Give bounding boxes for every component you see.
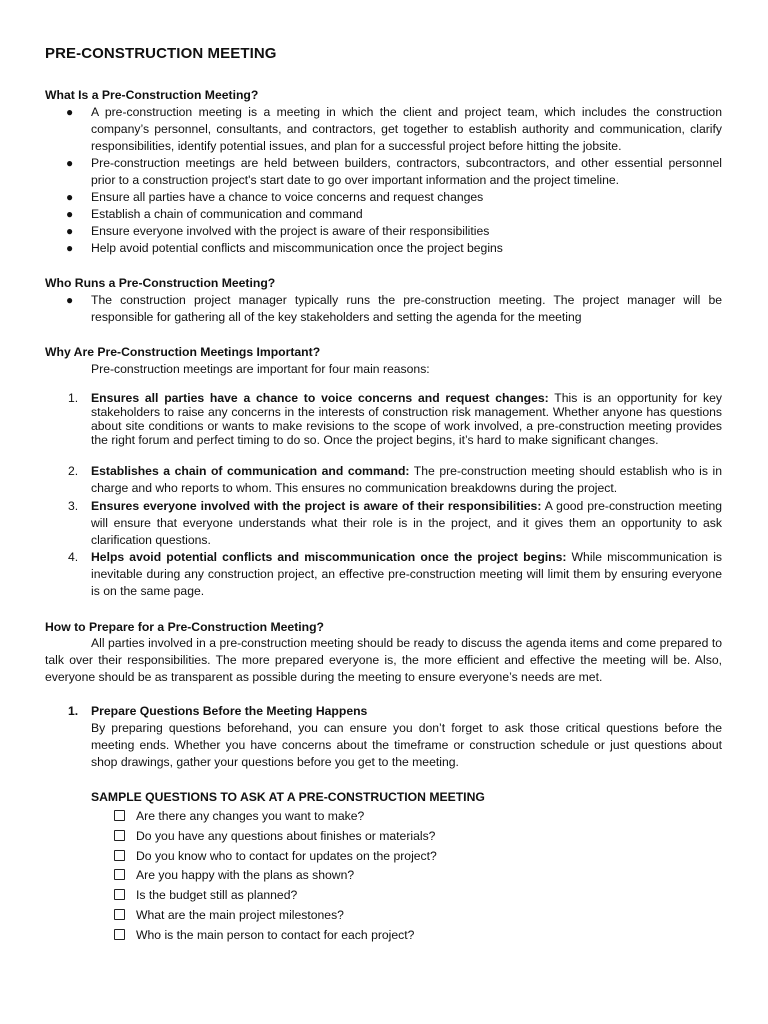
reason-title: Ensures all parties have a chance to voice concerns and request changes:	[91, 391, 549, 405]
bullet-icon: ●	[66, 207, 74, 221]
reason-item	[68, 463, 722, 497]
checkbox-icon[interactable]	[114, 929, 125, 940]
bullet-item	[66, 240, 722, 257]
page-title: PRE-CONSTRUCTION MEETING	[45, 45, 277, 62]
checklist-label: Do you have any questions about finishes or materials?	[136, 829, 436, 843]
bullet-text: The construction project manager typically runs the pre-construction meeting. The project manager will be responsible for gathering all of the key stakeholders and setting the agenda for the meeting	[91, 293, 722, 324]
step-text: By preparing questions beforehand, you can ensure you don’t forget to ask those critical questions before the meeting ends. Whether you have concerns about the timeframe or construction schedule or just questions about shop drawings, gather your questions before you get to the meeting.	[91, 721, 722, 769]
bullet-item	[66, 155, 722, 189]
reason-item	[68, 549, 722, 600]
bullet-icon: ●	[66, 241, 74, 255]
reason-title: Ensures everyone involved with the project is aware of their responsibilities:	[91, 499, 542, 513]
step-title: Prepare Questions Before the Meeting Happens	[91, 704, 368, 718]
checkbox-icon[interactable]	[114, 889, 125, 900]
bullet-text: Ensure everyone involved with the project is aware of their responsibilities	[91, 224, 490, 238]
checklist-label: Are you happy with the plans as shown?	[136, 868, 355, 882]
bullet-text: A pre-construction meeting is a meeting in which the client and project team, which includes the construction company’s personnel, consultants, and contractors, get together to establish authority and communication, clarify responsibilities, identify potential issues, and plan for a successful project before hitting the jobsite.	[91, 105, 722, 153]
step-item	[68, 703, 722, 720]
bullet-icon: ●	[66, 105, 74, 119]
bullet-item	[66, 104, 722, 155]
checklist-label: Do you know who to contact for updates on the project?	[136, 849, 437, 863]
checkbox-icon[interactable]	[114, 850, 125, 861]
checkbox-icon[interactable]	[114, 830, 125, 841]
item-number: 2.	[68, 464, 79, 478]
reason-text: This is an opportunity for key stakeholders to raise any concerns in the interests of construction risk management. Whether anyone has questions about site conditions or wants to make revisions to the scope of work involved, a pre-construction meeting provides the right forum and perfect timing to do so. Once the project begins, it’s hard to make significant changes.	[91, 391, 722, 447]
checklist-label: Who is the main person to contact for each project?	[136, 928, 415, 942]
bullet-item	[66, 189, 722, 206]
checkbox-icon[interactable]	[114, 810, 125, 821]
bullet-item	[66, 206, 722, 223]
item-number: 1.	[68, 391, 79, 405]
bullet-item	[66, 292, 722, 326]
bullet-text: Help avoid potential conflicts and miscommunication once the project begins	[91, 241, 503, 255]
section-intro: Pre-construction meetings are important for four main reasons:	[91, 362, 430, 376]
checklist-label: What are the main project milestones?	[136, 908, 344, 922]
section-heading-why: Why Are Pre-Construction Meetings Important?	[45, 345, 321, 359]
section-heading-who: Who Runs a Pre-Construction Meeting?	[45, 276, 276, 290]
bullet-text: Pre-construction meetings are held between builders, contractors, subcontractors, and other essential personnel prior to a construction project's start date to go over important information and the project timeline.	[91, 156, 722, 187]
bullet-icon: ●	[66, 224, 74, 238]
checkbox-icon[interactable]	[114, 909, 125, 920]
bullet-icon: ●	[66, 156, 74, 170]
bullet-text: Ensure all parties have a chance to voice concerns and request changes	[91, 190, 484, 204]
checkbox-icon[interactable]	[114, 869, 125, 880]
bullet-icon: ●	[66, 293, 74, 307]
bullet-text: Establish a chain of communication and command	[91, 207, 363, 221]
checklist-label: Is the budget still as planned?	[136, 888, 298, 902]
reason-text: The pre-construction meeting should establish who is in charge and who reports to whom. This ensures no communication breakdowns during the project.	[91, 464, 722, 495]
reason-item	[68, 498, 723, 549]
reason-text: While miscommunication is inevitable during any construction project, an effective pre-construction meeting will limit them by ensuring everyone is on the same page.	[91, 550, 722, 598]
section-paragraph: All parties involved in a pre-construction meeting should be ready to discuss the agenda items and come prepared to talk over their responsibilities. The more prepared everyone is, the more efficient and effective the meeting will be. Also, everyone should be as transparent as possible during the meeting to ensure everyone’s needs are met.	[45, 636, 722, 684]
section-heading-what: What Is a Pre-Construction Meeting?	[45, 88, 259, 102]
item-number: 1.	[68, 704, 79, 718]
item-number: 3.	[68, 499, 79, 513]
reason-title: Helps avoid potential conflicts and miscommunication once the project begins:	[91, 550, 567, 564]
bullet-item	[66, 223, 722, 240]
item-number: 4.	[68, 550, 79, 564]
checklist-label: Are there any changes you want to make?	[136, 809, 365, 823]
section-heading-how: How to Prepare for a Pre-Construction Meeting?	[45, 620, 324, 634]
reason-text: A good pre-construction meeting will ensure that everyone understands what their role is in the project, and it gives them an opportunity to ask clarification questions.	[91, 499, 723, 547]
reason-title: Establishes a chain of communication and command:	[91, 464, 410, 478]
bullet-icon: ●	[66, 190, 74, 204]
reason-item	[68, 391, 722, 447]
sample-questions-heading: SAMPLE QUESTIONS TO ASK AT A PRE-CONSTRUCTION MEETING	[91, 790, 485, 804]
